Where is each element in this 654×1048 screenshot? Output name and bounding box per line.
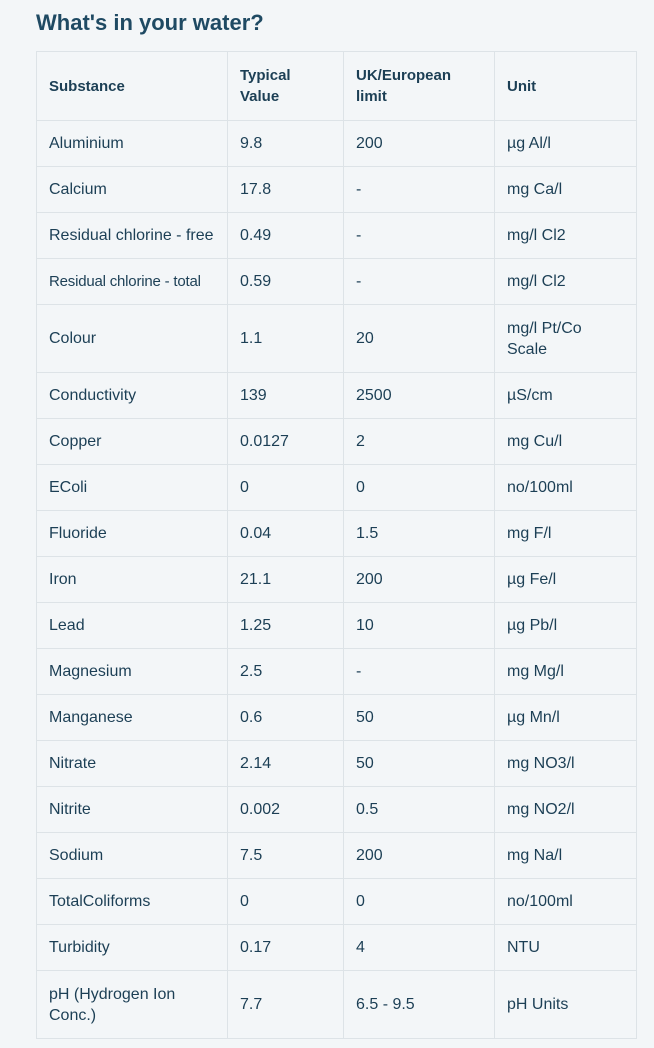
table-row [37,121,637,167]
cell-typical: 7.5 [228,833,344,879]
cell-typical: 0.04 [228,511,344,557]
cell-unit: µg Fe/l [495,557,637,603]
table-row [37,465,637,511]
cell-limit: 10 [344,603,495,649]
page-title: What's in your water? [36,10,264,35]
cell-limit: 200 [344,833,495,879]
cell-substance: Sodium [37,833,228,879]
cell-unit: no/100ml [495,465,637,511]
cell-typical: 0.0127 [228,419,344,465]
cell-limit: - [344,259,495,305]
cell-substance: Copper [37,419,228,465]
cell-typical: 139 [228,373,344,419]
cell-limit: 2500 [344,373,495,419]
cell-substance: Lead [37,603,228,649]
cell-substance: Turbidity [37,925,228,971]
cell-typical: 0.49 [228,213,344,259]
cell-unit: mg/l Cl2 [495,213,637,259]
table-row [37,213,637,259]
table-row [37,603,637,649]
table-row [37,649,637,695]
cell-limit: 20 [344,305,495,373]
cell-limit: - [344,167,495,213]
table-row [37,971,637,1039]
cell-unit: mg Cu/l [495,419,637,465]
cell-unit: no/100ml [495,879,637,925]
cell-substance: Fluoride [37,511,228,557]
cell-typical: 1.25 [228,603,344,649]
table-row [37,511,637,557]
cell-unit: mg/l Pt/Co Scale [495,305,637,373]
cell-limit: 0.5 [344,787,495,833]
cell-unit: mg NO3/l [495,741,637,787]
cell-substance: Conductivity [37,373,228,419]
cell-unit: pH Units [495,971,637,1039]
cell-unit: mg/l Cl2 [495,259,637,305]
cell-unit: µg Mn/l [495,695,637,741]
table-row [37,305,637,373]
cell-typical: 21.1 [228,557,344,603]
cell-limit: 200 [344,557,495,603]
cell-typical: 9.8 [228,121,344,167]
cell-substance: Manganese [37,695,228,741]
cell-typical: 7.7 [228,971,344,1039]
cell-substance: Colour [37,305,228,373]
table-row [37,879,637,925]
cell-unit: µS/cm [495,373,637,419]
cell-unit: mg Na/l [495,833,637,879]
cell-unit: µg Pb/l [495,603,637,649]
cell-typical: 0.002 [228,787,344,833]
table-row [37,787,637,833]
cell-substance: Residual chlorine - free [37,213,228,259]
water-quality-table [36,51,637,1039]
cell-substance: Iron [37,557,228,603]
cell-unit: NTU [495,925,637,971]
header-substance: Substance [37,52,228,121]
cell-typical: 0.17 [228,925,344,971]
table-row [37,557,637,603]
cell-typical: 1.1 [228,305,344,373]
cell-substance: TotalColiforms [37,879,228,925]
cell-typical: 0 [228,465,344,511]
table-row [37,373,637,419]
cell-substance: Calcium [37,167,228,213]
cell-typical: 2.14 [228,741,344,787]
table-row [37,695,637,741]
cell-substance: Nitrite [37,787,228,833]
cell-limit: 0 [344,879,495,925]
cell-limit: - [344,213,495,259]
cell-unit: µg Al/l [495,121,637,167]
table-row [37,259,637,305]
cell-limit: 50 [344,741,495,787]
cell-unit: mg NO2/l [495,787,637,833]
cell-typical: 0.6 [228,695,344,741]
cell-unit: mg Ca/l [495,167,637,213]
cell-substance: Magnesium [37,649,228,695]
table-row [37,833,637,879]
header-unit: Unit [495,52,637,121]
table-row [37,167,637,213]
cell-limit: 0 [344,465,495,511]
cell-substance: EColi [37,465,228,511]
table-row [37,925,637,971]
cell-unit: mg F/l [495,511,637,557]
cell-limit: 200 [344,121,495,167]
cell-typical: 2.5 [228,649,344,695]
cell-typical: 17.8 [228,167,344,213]
table-row [37,419,637,465]
cell-substance: Nitrate [37,741,228,787]
header-limit: UK/European limit [344,52,495,121]
cell-limit: 4 [344,925,495,971]
cell-unit: mg Mg/l [495,649,637,695]
cell-limit: 1.5 [344,511,495,557]
table-row [37,741,637,787]
cell-limit: - [344,649,495,695]
cell-typical: 0 [228,879,344,925]
cell-substance: Aluminium [37,121,228,167]
cell-limit: 6.5 - 9.5 [344,971,495,1039]
table-header-row [37,52,637,121]
header-typical-value: Typical Value [228,52,344,121]
cell-substance: pH (Hydrogen Ion Conc.) [37,971,228,1039]
cell-limit: 50 [344,695,495,741]
cell-substance: Residual chlorine - total [37,259,228,305]
cell-typical: 0.59 [228,259,344,305]
cell-limit: 2 [344,419,495,465]
